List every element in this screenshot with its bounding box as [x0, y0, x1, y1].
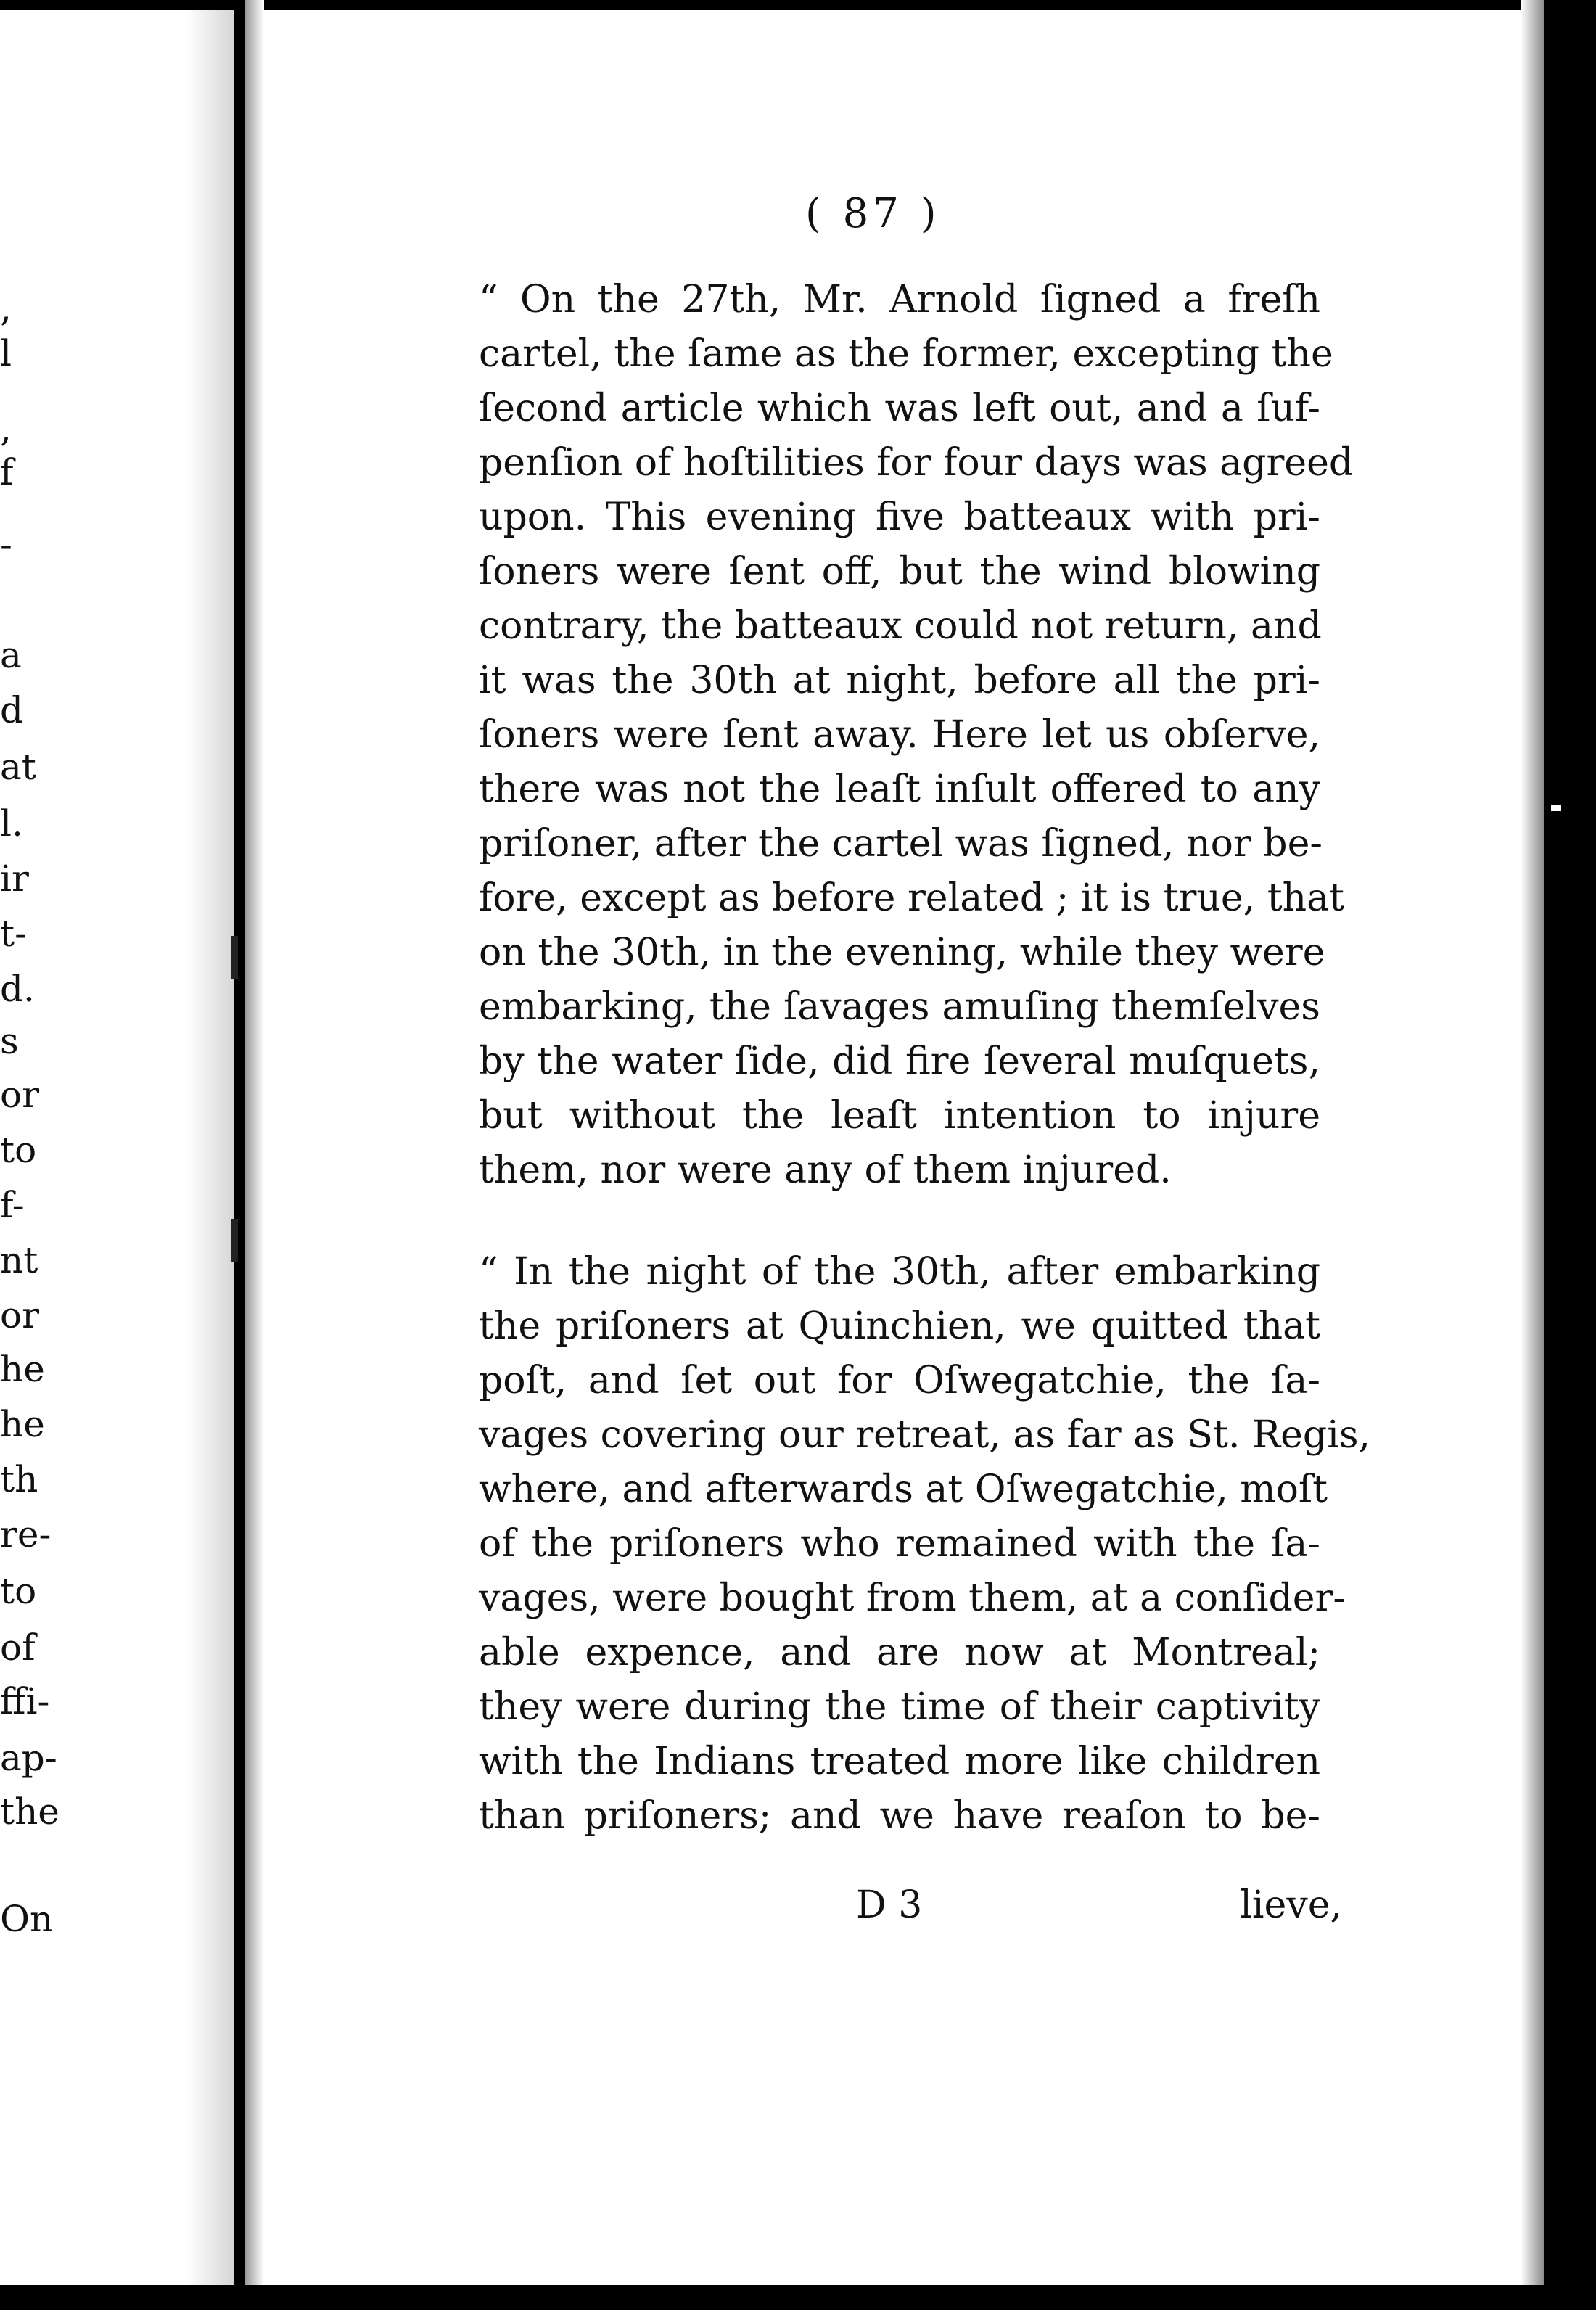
text-line: it was the 30th at night, before all the pri-: [479, 659, 1320, 702]
page-edge-shade: [1521, 0, 1544, 2310]
fragment-text: -: [0, 524, 12, 566]
fragment-text: to: [0, 1570, 37, 1612]
signature-mark: D 3: [856, 1883, 923, 1927]
fragment-text: f-: [0, 1184, 25, 1226]
text-line: they were during the time of their captivity: [479, 1685, 1320, 1729]
page-content: [479, 0, 1371, 2310]
binding-mark: [231, 936, 238, 979]
fragment-text: th: [0, 1458, 38, 1500]
fragment-text: to: [0, 1129, 37, 1171]
page-footer: [479, 1883, 1342, 1934]
fragment-text: On: [0, 1898, 54, 1940]
text-line: with the Indians treated more like children: [479, 1740, 1320, 1783]
text-line: priſoner, after the cartel was ſigned, nor be-: [479, 822, 1323, 866]
paragraph-2: [479, 1245, 1371, 1844]
text-line: poſt, and ſet out for Oſwegatchie, the ſa-: [479, 1359, 1320, 1402]
text-line: vages covering our retreat, as far as St. Regis,: [479, 1413, 1371, 1457]
text-line: than priſoners; and we have reaſon to be-: [479, 1794, 1320, 1838]
text-line: embarking, the ſavages amuſing themſelves: [479, 985, 1320, 1029]
fragment-text: he: [0, 1348, 45, 1390]
fragment-text: s: [0, 1020, 19, 1062]
text-line: by the water ſide, did fire ſeveral muſquets,: [479, 1040, 1320, 1083]
text-line: them, nor were any of them injured.: [479, 1148, 1172, 1192]
fragment-text: nt: [0, 1239, 38, 1281]
fragment-text: ir: [0, 858, 29, 900]
catchword: lieve,: [1240, 1883, 1342, 1927]
fragment-text: or: [0, 1074, 40, 1116]
fragment-text: ,: [0, 287, 12, 329]
page-number: ( 87 ): [805, 190, 941, 237]
text-line: where, and afterwards at Oſwegatchie, moſt: [479, 1468, 1328, 1511]
text-line: upon. This evening five batteaux with pri-: [479, 496, 1320, 539]
text-line: ſecond article which was left out, and a ſuf-: [479, 387, 1320, 430]
text-line: “ In the night of the 30th, after embarking: [479, 1250, 1320, 1294]
text-line: penſion of hoſtilities for four days was agreed: [479, 441, 1354, 485]
fragment-text: t-: [0, 913, 27, 955]
text-line: ſoners were ſent off, but the wind blowing: [479, 550, 1320, 593]
text-line: the priſoners at Quinchien, we quitted that: [479, 1304, 1320, 1348]
binding-mark: [1551, 805, 1561, 811]
fragment-text: l.: [0, 802, 23, 844]
fragment-text: re-: [0, 1513, 52, 1555]
text-line: of the priſoners who remained with the ſa-: [479, 1522, 1320, 1566]
text-line: contrary, the batteaux could not return, and: [479, 604, 1322, 648]
text-line: on the 30th, in the evening, while they were: [479, 931, 1325, 974]
text-line: able expence, and are now at Montreal;: [479, 1631, 1320, 1674]
text-line: fore, except as before related ; it is true, that: [479, 876, 1345, 920]
fragment-text: f: [0, 451, 14, 493]
fragment-text: he: [0, 1403, 45, 1445]
fragment-text: or: [0, 1294, 40, 1336]
fragment-text: ap-: [0, 1737, 57, 1779]
book-gutter: [234, 0, 245, 2310]
fragment-text: d: [0, 689, 24, 731]
fragment-text: of: [0, 1627, 36, 1669]
binding-mark: [231, 1219, 238, 1262]
paragraph-1: [479, 273, 1354, 1198]
text-line: ſoners were ſent away. Here let us obſerve,: [479, 713, 1320, 757]
fragment-text: a: [0, 634, 22, 676]
text-line: “ On the 27th, Mr. Arnold ſigned a freſh: [479, 278, 1320, 321]
text-line: but without the leaſt intention to injure: [479, 1094, 1320, 1138]
text-line: there was not the leaſt inſult offered to any: [479, 768, 1320, 811]
fragment-text: l: [0, 332, 12, 374]
fragment-text: d.: [0, 968, 35, 1010]
scan-border-right: [1544, 0, 1596, 2310]
gutter-shadow: [245, 0, 264, 2310]
fragment-text: at: [0, 746, 36, 788]
fragment-text: ffi-: [0, 1680, 50, 1722]
previous-page-fragments: [0, 0, 232, 2310]
fragment-text: the: [0, 1791, 59, 1833]
text-line: cartel, the ſame as the former, excepting the: [479, 332, 1333, 376]
fragment-text: ,: [0, 408, 12, 450]
text-line: vages, were bought from them, at a conſider-: [479, 1577, 1346, 1620]
